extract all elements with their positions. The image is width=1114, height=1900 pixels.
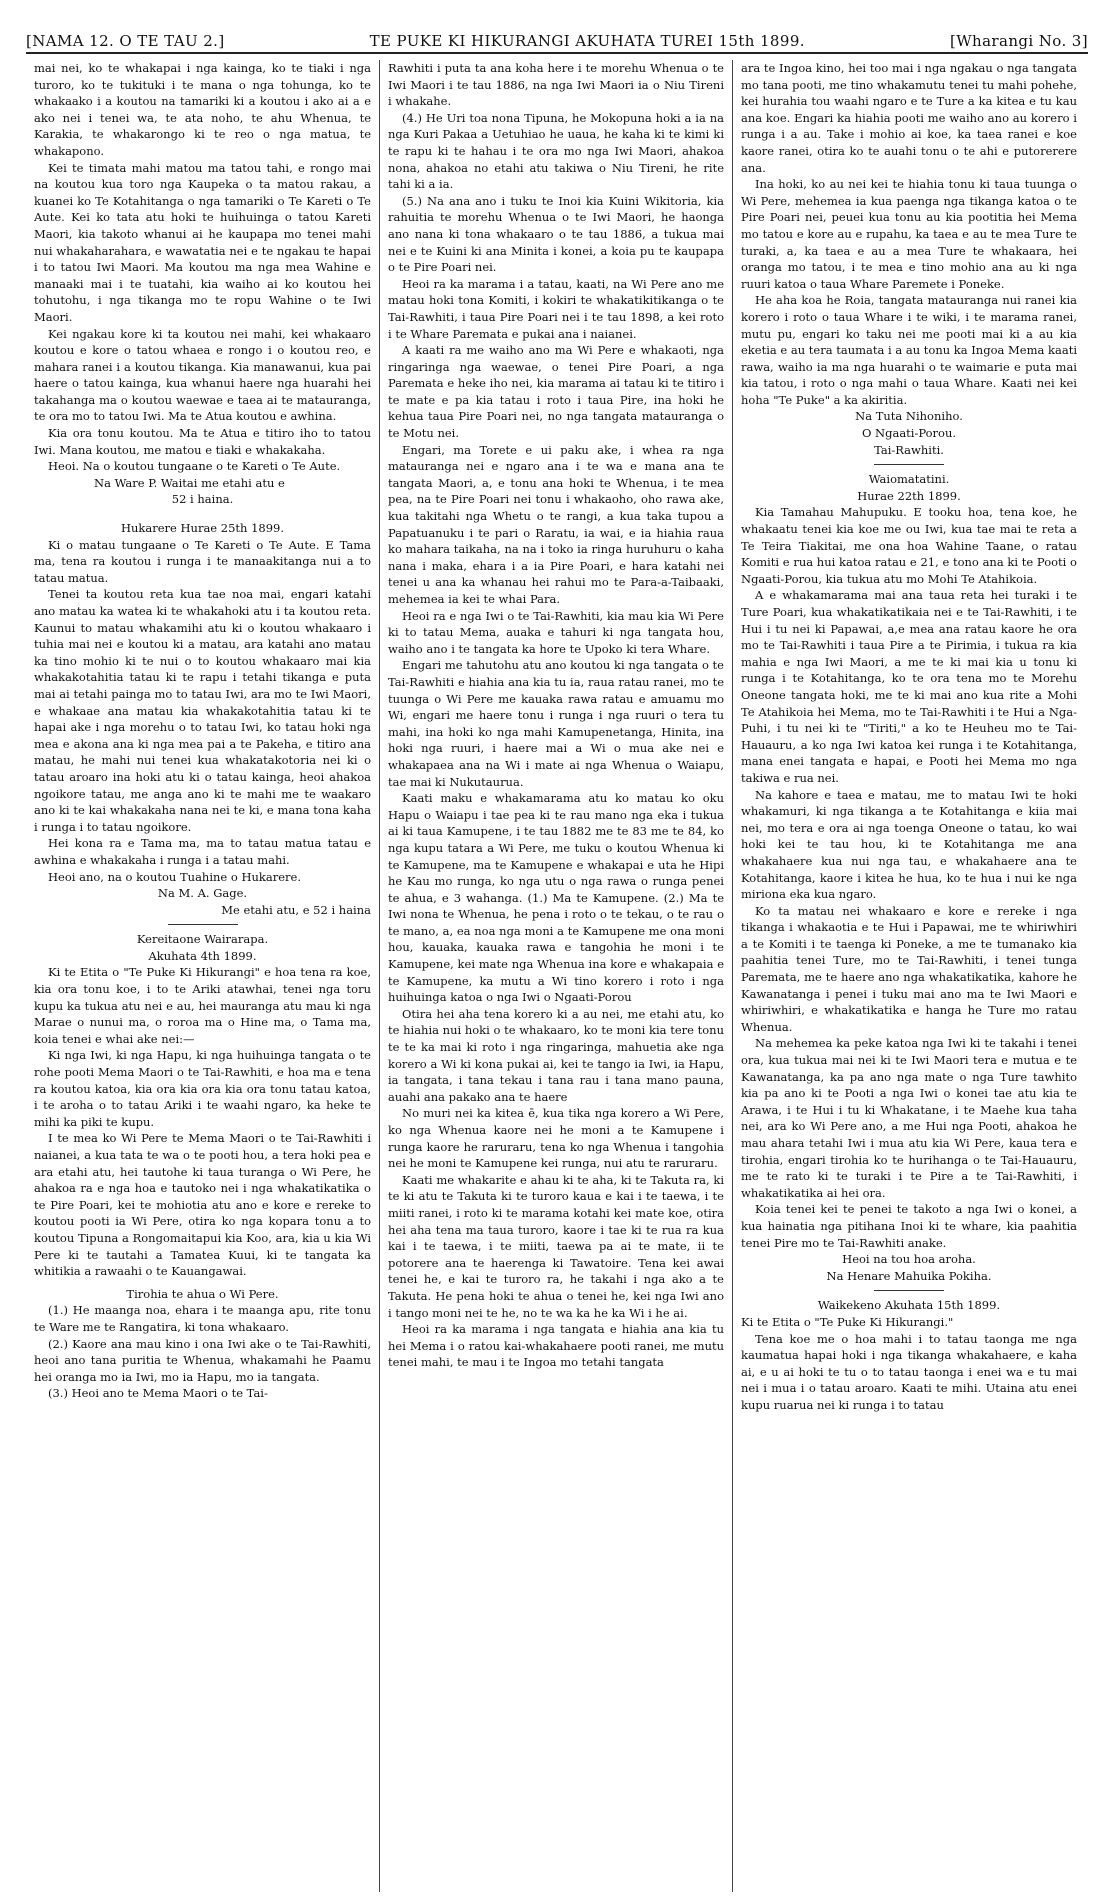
- paragraph: Engari me tahutohu atu ano koutou ki nga tangata o te Tai-Rawhiti e hiahia ana kia tu ia, raua ratau ranei, mo te tuunga o Wi Pere me kauaka rawa ratau e amuamu mo Wi, engari me haere tonu i runga i nga ruuri o tera tu mahi, ina hoki ko nga mahi Kamupenetanga, Hinita, ina hoki nga ruuri, i haere mai a Wi o mua ake nei e whakapaea ana na Wi i mate ai nga Whenua o Waiapu, tae mai ki Nukutaurua.: [388, 658, 724, 789]
- spacer: [34, 508, 371, 520]
- dateline: Hurae 22th 1899.: [857, 488, 961, 503]
- paragraph: Ki nga Iwi, ki nga Hapu, ki nga huihuinga tangata o te rohe pooti Mema Maori o te Tai-Rawhiti, e hoa ma e tena ra koutou katoa, kia ora kia ora kia ora tonu tatau katoa, i te aroha o to tatau Ariki i te waahi ngaro, ka heke te mihi ka piki te kupu.: [34, 1048, 371, 1129]
- paragraph: Tena koe me o hoa mahi i to tatau taonga me nga kaumatua hapai hoki i nga tikanga whakahaere, e kaha ai, e u ai hoki te tu o to tatau taonga i enei wa e tu mai nei i mua i o tatau aroaro. Kaati te mihi. Utaina atu enei kupu ruarua nei ki runga i to tatau: [741, 1331, 1077, 1412]
- column-3: [732, 60, 1085, 1892]
- paragraph: Tenei ta koutou reta kua tae noa mai, engari katahi ano matau ka watea ki te whakahoki atu i ta koutou reta. Kaunui to matau whakamihi atu ki o koutou whakaaro i tuhia mai nei e koutou ki a matau, ara katahi ano matau ka tino mohio ki te nui o to koutou whakaaro mai kia whakakotahitia tatau ki te rapu i tetahi tikanga e puta mai ai tetahi painga mo to tatau Iwi, ara mo te Iwi Maori, e whakaae ana matau kia whakakotahitia tatau ki te hapai ake i nga morehu o to tatau Iwi, ko tatau hoki nga mea e akona ana ki nga mea pai a te Pakeha, e titiro ana matau, he mahi nui tenei kua whakatakotoria nei ki o tatau aroaro ina hoki atu ki o tatau kainga, heoi ahakoa ngoikore tatau, me anga ano ki te mahi me te waakaro ano ki te kai whakakaha nana nei te ki, e mana tona kaha i runga i to tatau ngoikore.: [34, 587, 371, 834]
- paragraph: Kaati me whakarite e ahau ki te aha, ki te Takuta ra, ki te ki atu te Takuta ki te turoro kaua e kai i te taewa, i te miiti ranei, i roto ki te marama kotahi kei mate koe, otira hei aha tena ma taua turoro, kaore i tae ki te rua ra kua kai i te taewa, i te miiti, taewa pa ai te mate, ii te potorere ana te haerenga ki Tawatoire. Tena kei awai tenei he, e kai te turoro ra, he takahi i nga ako a te Takuta. He pena hoki te ahua o tenei he, kei nga Iwi ano i tango moni nei te he, no te wa ka he ka Wi i he ai.: [388, 1172, 724, 1320]
- place-line: Kereitaone Wairarapa.: [136, 932, 269, 947]
- page-number: [Wharangi No. 3]: [949, 32, 1088, 50]
- paragraph: (3.) Heoi ano te Mema Maori o te Tai-: [48, 1386, 268, 1401]
- issue-number: [NAMA 12. O TE TAU 2.]: [26, 32, 225, 50]
- masthead-title: TE PUKE KI HIKURANGI AKUHATA TUREI 15th 1899.: [369, 32, 805, 50]
- paragraph: I te mea ko Wi Pere te Mema Maori o te Tai-Rawhiti i naianei, a kua tata te wa o te pooti hou, a tera hoki pea e ara etahi atu, hei tautohe ki taua turanga o Wi Pere, he ahakoa ra e nga hoa e tautoko nei i nga whakatikatika o te Pire Poari, kei te mohiotia atu ano e kore e rereke to koutou pooti ia Wi Pere, otira ko nga kopara tonu a to koutou Tipuna a Rongomaitapui kia Koo, ara, kia u kia Wi Pere ki te tautahi a Tamatea Kuui, ki te tangata ka whitikia a rawaahi o te Kauangawai.: [34, 1131, 371, 1279]
- column-1: [26, 60, 379, 1892]
- paragraph: No muri nei ka kitea ē, kua tika nga korero a Wi Pere, ko nga Whenua kaore nei he moni a te Kamupene i runga kaore he raruraru, tena ko nga Whenua i tangohia nei he moni te Kamupene kei runga, nui atu te raruraru.: [388, 1106, 724, 1171]
- paragraph: mai nei, ko te whakapai i nga kainga, ko te tiaki i nga turoro, ko te tukituki i te mana o nga tohunga, ko te whakaako i a koutou na tamariki ki a koutou i ako ai a e ako nei i tenei wa, te ata noho, te ahu Whenua, te Karakia, te whakarongo ki te reo o nga matua, te whakapono.: [34, 61, 371, 158]
- paragraph: A kaati ra me waiho ano ma Wi Pere e whakaoti, nga ringaringa nga waewae, o tenei Pire Poari, a nga Paremata e heke iho nei, kia marama ai tatau ki te titiro i te mate e pa kia tatau i roto i taua Pire, ina hoki he kehua taua Pire Poari nei, no nga tangata matauranga o te Motu nei.: [388, 343, 724, 441]
- dateline: Hukarere Hurae 25th 1899.: [120, 521, 284, 536]
- signature-note: 52 i haina.: [171, 492, 234, 507]
- paragraph: Heoi. Na o koutou tungaane o te Kareti o Te Aute.: [48, 459, 341, 474]
- paragraph: Ina hoki, ko au nei kei te hiahia tonu ki taua tuunga o Wi Pere, mehemea ia kua paenga nga tikanga katoa o te Pire Poari nei, peuei kua tonu au kia pootitia hei Mema mo tatou e kore au e rupahu, ka taea e au te mea Ture te turaki, a, ka taea e au a mea Ture te whakaara, hei oranga mo tatou, i te mea e tino mohio ana au ki nga ruuri katoa o taua Whare Paremete i Poneke.: [741, 177, 1077, 291]
- signature: Na Tuta Nihoniho.: [855, 409, 963, 424]
- paragraph: Heoi ra ka marama i a tatau, kaati, na Wi Pere ano me matau hoki tona Komiti, i kokiri te whakatikitikanga o te Tai-Rawhiti, i taua Pire Poari nei i te tau 1898, a kei roto i te Whare Paremata e pukai ana i naianei.: [388, 276, 724, 341]
- paragraph: Kaati maku e whakamarama atu ko matau ko oku Hapu o Waiapu i tae pea ki te rau mano nga eka i tukua ai ki taua Kamupene, i te tau 1882 me te 83 me te 84, ko nga kupu tatara a Wi Pere, me tuku o koutou Whenua ki te Kamupene, ma te Kamupene e whakapai e uta he Hipi he Kau mo runga, ko nga utu o nga rawa o runga penei te ahua, e 3 wahanga. (1.) Ma te Kamupene. (2.) Ma te Iwi nona te Whenua, he pena i roto o te tekau, o te rau o te mano, a, ea noa nga moni a te Kamupene me ona moni hou, kauaka, kauaka rawa e tangohia he moni i te Kamupene, kei mate nga Whenua ina kore e whakapaia e te Kamupene, ka mutu a Wi tino korero i roto i nga huihuinga katoa o nga Iwi o Ngaati-Porou: [388, 791, 724, 1005]
- place-line: Waiomatatini.: [868, 472, 950, 487]
- text-columns: [26, 60, 1088, 1892]
- signature-note: Tai-Rawhiti.: [874, 442, 944, 457]
- signature: Na M. A. Gage.: [157, 886, 248, 901]
- paragraph: Heoi ra ka marama i nga tangata e hiahia ana kia tu hei Mema i o ratou kai-whakahaere pooti ranei, me mutu tenei mahi, te mau i te Ingoa mo tetahi tangata: [388, 1322, 724, 1370]
- paragraph: Ki te Etita o "Te Puke Ki Hikurangi" e hoa tena ra koe, kia ora tonu koe, i to te Ariki atawhai, tenei nga toru kupu ka tukua atu nei e au, hei mauranga atu mau ki nga Marae o nunui ma, o roroa ma o Hine ma, o Tama ma, koia tenei e whai ake nei:—: [34, 965, 371, 1046]
- paragraph: ara te Ingoa kino, hei too mai i nga ngakau o nga tangata mo tana pooti, me tino whakamutu tenei tu mahi pohehe, kei hurahia tou waahi ngaro e te Ture a ka kitea e tu kau ana koe. Engari ka hiahia pooti me waiho ano au korero i runga i a au. Take i mohio ai koe, ka taea ranei e koe kaore ranei, otira ko te auahi tonu o te ahi e putorerere ana.: [741, 61, 1077, 175]
- closing: Heoi na tou hoa aroha.: [842, 1252, 976, 1267]
- paragraph: Na mehemea ka peke katoa nga Iwi ki te takahi i tenei ora, kua tukua mai nei ki te Iwi Maori tera e mutua e te Kawanatanga, ka pa ano nga mate o nga Ture tawhito kia pa ano ki te Pooti a nga Iwi o konei tae atu kia te Arawa, i te Hui i tu ki Whakatane, i te Maehe kua taha nei, ara ko Wi Pere ano, a me Hui nga Pooti, ahakoa he mau ahara tetahi Iwi i mua atu kia Wi Pere, kaua tera e tirohia, engari tirohia ko te hurihanga o te Tai-Hauauru, me te rato ki te turaki i te Pire a te Tai-Rawhiti, i whakatikatika ai hei ora.: [741, 1036, 1077, 1200]
- paragraph: Koia tenei kei te penei te takoto a nga Iwi o konei, a kua hainatia nga pitihana Inoi ki te whare, kia paahitia tenei Pire mo te Tai-Rawhiti anake.: [741, 1202, 1077, 1250]
- paragraph: Kei te timata mahi matou ma tatou tahi, e rongo mai na koutou kua toro nga Kaupeka o ta matou rakau, a kuanei ko Te Kotahitanga o nga tamariki o Te Kareti o Te Aute. Kei ko tata atu hoki te huihuinga o tatou Kareti Maori, kia takoto whanui ai he kaupapa mo tenei mahi nui whakaharahara, e wawatatia nei e te ngakau te hapai i to tatou Iwi Maori. Ma koutou ma nga mea Wahine e manaaki mai i te tuatahi, kia waiho ai ko koutou hei tohutohu, i nga tikanga mo te ropu Wahine o te Iwi Maori.: [34, 160, 371, 324]
- header-rule: [26, 52, 1088, 54]
- paragraph: (1.) He maanga noa, ehara i te maanga apu, rite tonu te Ware me te Rangatira, ki tona whakaaro.: [34, 1303, 371, 1334]
- signature: Na Ware P. Waitai me etahi atu e: [94, 475, 285, 490]
- paragraph: (5.) Na ana ano i tuku te Inoi kia Kuini Wikitoria, kia rahuitia te morehu Whenua o te Iwi Maori, he haonga ano nana ki tona whakaaro o te tau 1886, a tukua mai nei e te Kuini ki ana Minita i konei, a koia pu te kaupapa o te Pire Poari nei.: [388, 193, 724, 275]
- paragraph: Ko ta matau nei whakaaro e kore e rereke i nga tikanga i whakaotia e te Hui i Papawai, me te whiriwhiri a te Komiti i te taenga ki Poneke, a me te tumanako kia paahitia tenei Ture, mo te Tai-Rawhiti, i tenei tunga Paremata, me te haere ano nga whakatikatika, kahore he Kawanatanga i penei i tuku mai ano ma te Iwi Maori e whiriwhiri, e whakatikatika e hanga he Ture mo ratau Whenua.: [741, 903, 1077, 1034]
- dateline: Waikekeno Akuhata 15th 1899.: [817, 1298, 1001, 1313]
- paragraph: A e whakamarama mai ana taua reta hei turaki i te Ture Poari, kua whakatikatikaia nei e te Tai-Rawhiti, i te Hui i tu nei ki Papawai, a,e mea ana ratau kaore he ora mo te Tai-Rawhiti i taua Pire a te Pirimia, i tukua ra kia mahia e nga Iwi Maori, a me te ki mai kia u tonu ki runga i te Kotahitanga, ko te ora tena mo te Morehu Oneone tangata hoki, me te ki mai ano kua rite a Mohi Te Atahikoia hei Mema, mo te Tai-Rawhiti i te Hui a Nga-Puhi, i tu nei ki te "Tiriti," a ko te Heuheu mo te Tai-Hauauru, a ko nga Iwi katoa kei runga i te Kotahitanga, mana enei tangata e hapai, e Pooti hei Mema mo nga takiwa e rua nei.: [741, 588, 1077, 785]
- paragraph: Kei ngakau kore ki ta koutou nei mahi, kei whakaaro koutou e kore o tatou whaea e rongo i o koutou reo, e mahara ranei i a koutou tikanga. Kia manawanui, kua pai haere o tatou kainga, kua whanui haere nga huarahi hei takahanga ma o koutou waewae e taea ai te matauranga, te ora mo to tatou Iwi. Ma te Atua koutou e awhina.: [34, 326, 371, 424]
- paragraph: Rawhiti i puta ta ana koha here i te morehu Whenua o te Iwi Maori i te tau 1886, na nga Iwi Maori ia o Niu Tireni i whakahe.: [388, 61, 724, 109]
- column-2: [379, 60, 732, 1892]
- paragraph: Heoi ra e nga Iwi o te Tai-Rawhiti, kia mau kia Wi Pere ki to tatau Mema, auaka e tahuri ki nga tangata hou, waiho ano i te tangata ka hore te Upoko ki tera Whare.: [388, 608, 724, 656]
- paragraph: (4.) He Uri toa nona Tipuna, he Mokopuna hoki a ia na nga Kuri Pakaa a Uetuhiao he uaua, he kaha ki te kimi ki te rapu ki te hahau i te ora mo nga Iwi Maori, ahakoa nona, ahakoa no etahi atu takiwa o Niu Tireni, he rite tahi ki a ia.: [388, 110, 724, 192]
- dateline: Akuhata 4th 1899.: [148, 948, 257, 963]
- section-rule: [874, 1290, 944, 1291]
- paragraph: Heoi ano, na o koutou Tuahine o Hukarere.: [48, 869, 301, 884]
- subheading: Tirohia te ahua o Wi Pere.: [126, 1286, 279, 1301]
- paragraph: Kia Tamahau Mahupuku. E tooku hoa, tena koe, he whakaatu tenei kia koe me ou Iwi, kua tae mai te reta a Te Teira Tiakitai, me ona hoa Wahine Taane, o ratau Komiti e rua hui katoa ratau e 21, e tono ana ki te Pooti o Ngaati-Porou, kia tukua atu mo Mohi Te Atahikoia.: [741, 505, 1077, 586]
- section-rule: [874, 464, 944, 465]
- signature-note: Me etahi atu, e 52 i haina: [221, 902, 371, 917]
- paragraph: Otira hei aha tena korero ki a au nei, me etahi atu, ko te hiahia nui hoki o te whakaaro, ko te moni kia tere tonu te te ka mai ki roto i nga ringaringa, mahuetia ake nga korero a Wi ki kona pukai ai, kei te tango ia Iwi, ia Hapu, ia tangata, i tana tekau i tana rau i tana mano pauna, auahi ana pakako ana te haere: [388, 1006, 724, 1104]
- paragraph: Hei kona ra e Tama ma, ma to tatau matua tatau e awhina e whakakaha i runga i a tatau mahi.: [34, 836, 371, 867]
- paragraph: He aha koa he Roia, tangata matauranga nui ranei kia korero i roto o taua Whare i te wiki, i te marama ranei, mutu pu, engari ko taku nei me pooti mai ki a au kia eketia e au tera taumata i a au tonu ka Ingoa Mema kaati rawa, waiho ia ma nga huarahi o te waimarie e puta mai kia tatou, i roto o nga mahi o taua Whare. Kaati nei kei hoha "Te Puke" a ka akiritia.: [741, 293, 1077, 407]
- paragraph: Engari, ma Torete e ui paku ake, i whea ra nga matauranga nei e ngaro ana i te wa e mana ana te tangata Maori, a, e tonu ana hoki te Whenua, i te mea pea, na te Pire Poari nei tonu i whakaoho, oho rawa ake, kua takitahi nga Whetu o te rangi, a kua taka tupou a Papatuanuku i te pari o Raratu, ia wai, e ia hiahia raua ko mahara taikaha, na na i toko ia ringa huruhuru o kaha nana i maka, ehara i a ia Pire Poari, e hara katahi nei tenei u ana ka whanau hei rahui mo te Para-a-Taibaaki, mehemea ia kei te whai Para.: [388, 442, 724, 606]
- signature-note: O Ngaati-Porou.: [861, 426, 957, 441]
- salutation: Ki te Etita o "Te Puke Ki Hikurangi.": [741, 1314, 954, 1329]
- paragraph: (2.) Kaore ana mau kino i ona Iwi ake o te Tai-Rawhiti, heoi ano tana puritia te Whenua, whakamahi he Paamu hei oranga mo ia Iwi, mo ia Hapu, mo ia tangata.: [34, 1336, 371, 1384]
- section-rule: [168, 924, 238, 925]
- paragraph: Ki o matau tungaane o Te Kareti o Te Aute. E Tama ma, tena ra koutou i runga i te manaakitanga nui a to tatau matua.: [34, 537, 371, 585]
- signature: Na Henare Mahuika Pokiha.: [826, 1268, 992, 1283]
- page-header: [26, 22, 1088, 50]
- paragraph: Kia ora tonu koutou. Ma te Atua e titiro iho to tatou Iwi. Mana koutou, me matou e tiaki e whakakaha.: [34, 426, 371, 457]
- paragraph: Na kahore e taea e matau, me to matau Iwi te hoki whakamuri, ki nga tikanga a te Kotahitanga e kiia mai nei, mo tera e ora ai nga toenga Oneone o tatau, ko wai hoki kei te tau hou, ki te Kotahitanga me ana whakahaere kua nui nga tau, e whakahaere ana te Kotahitanga, kaore i kitea he hua, ko te hua i nui ke nga miriona eka kua ngaro.: [741, 787, 1077, 902]
